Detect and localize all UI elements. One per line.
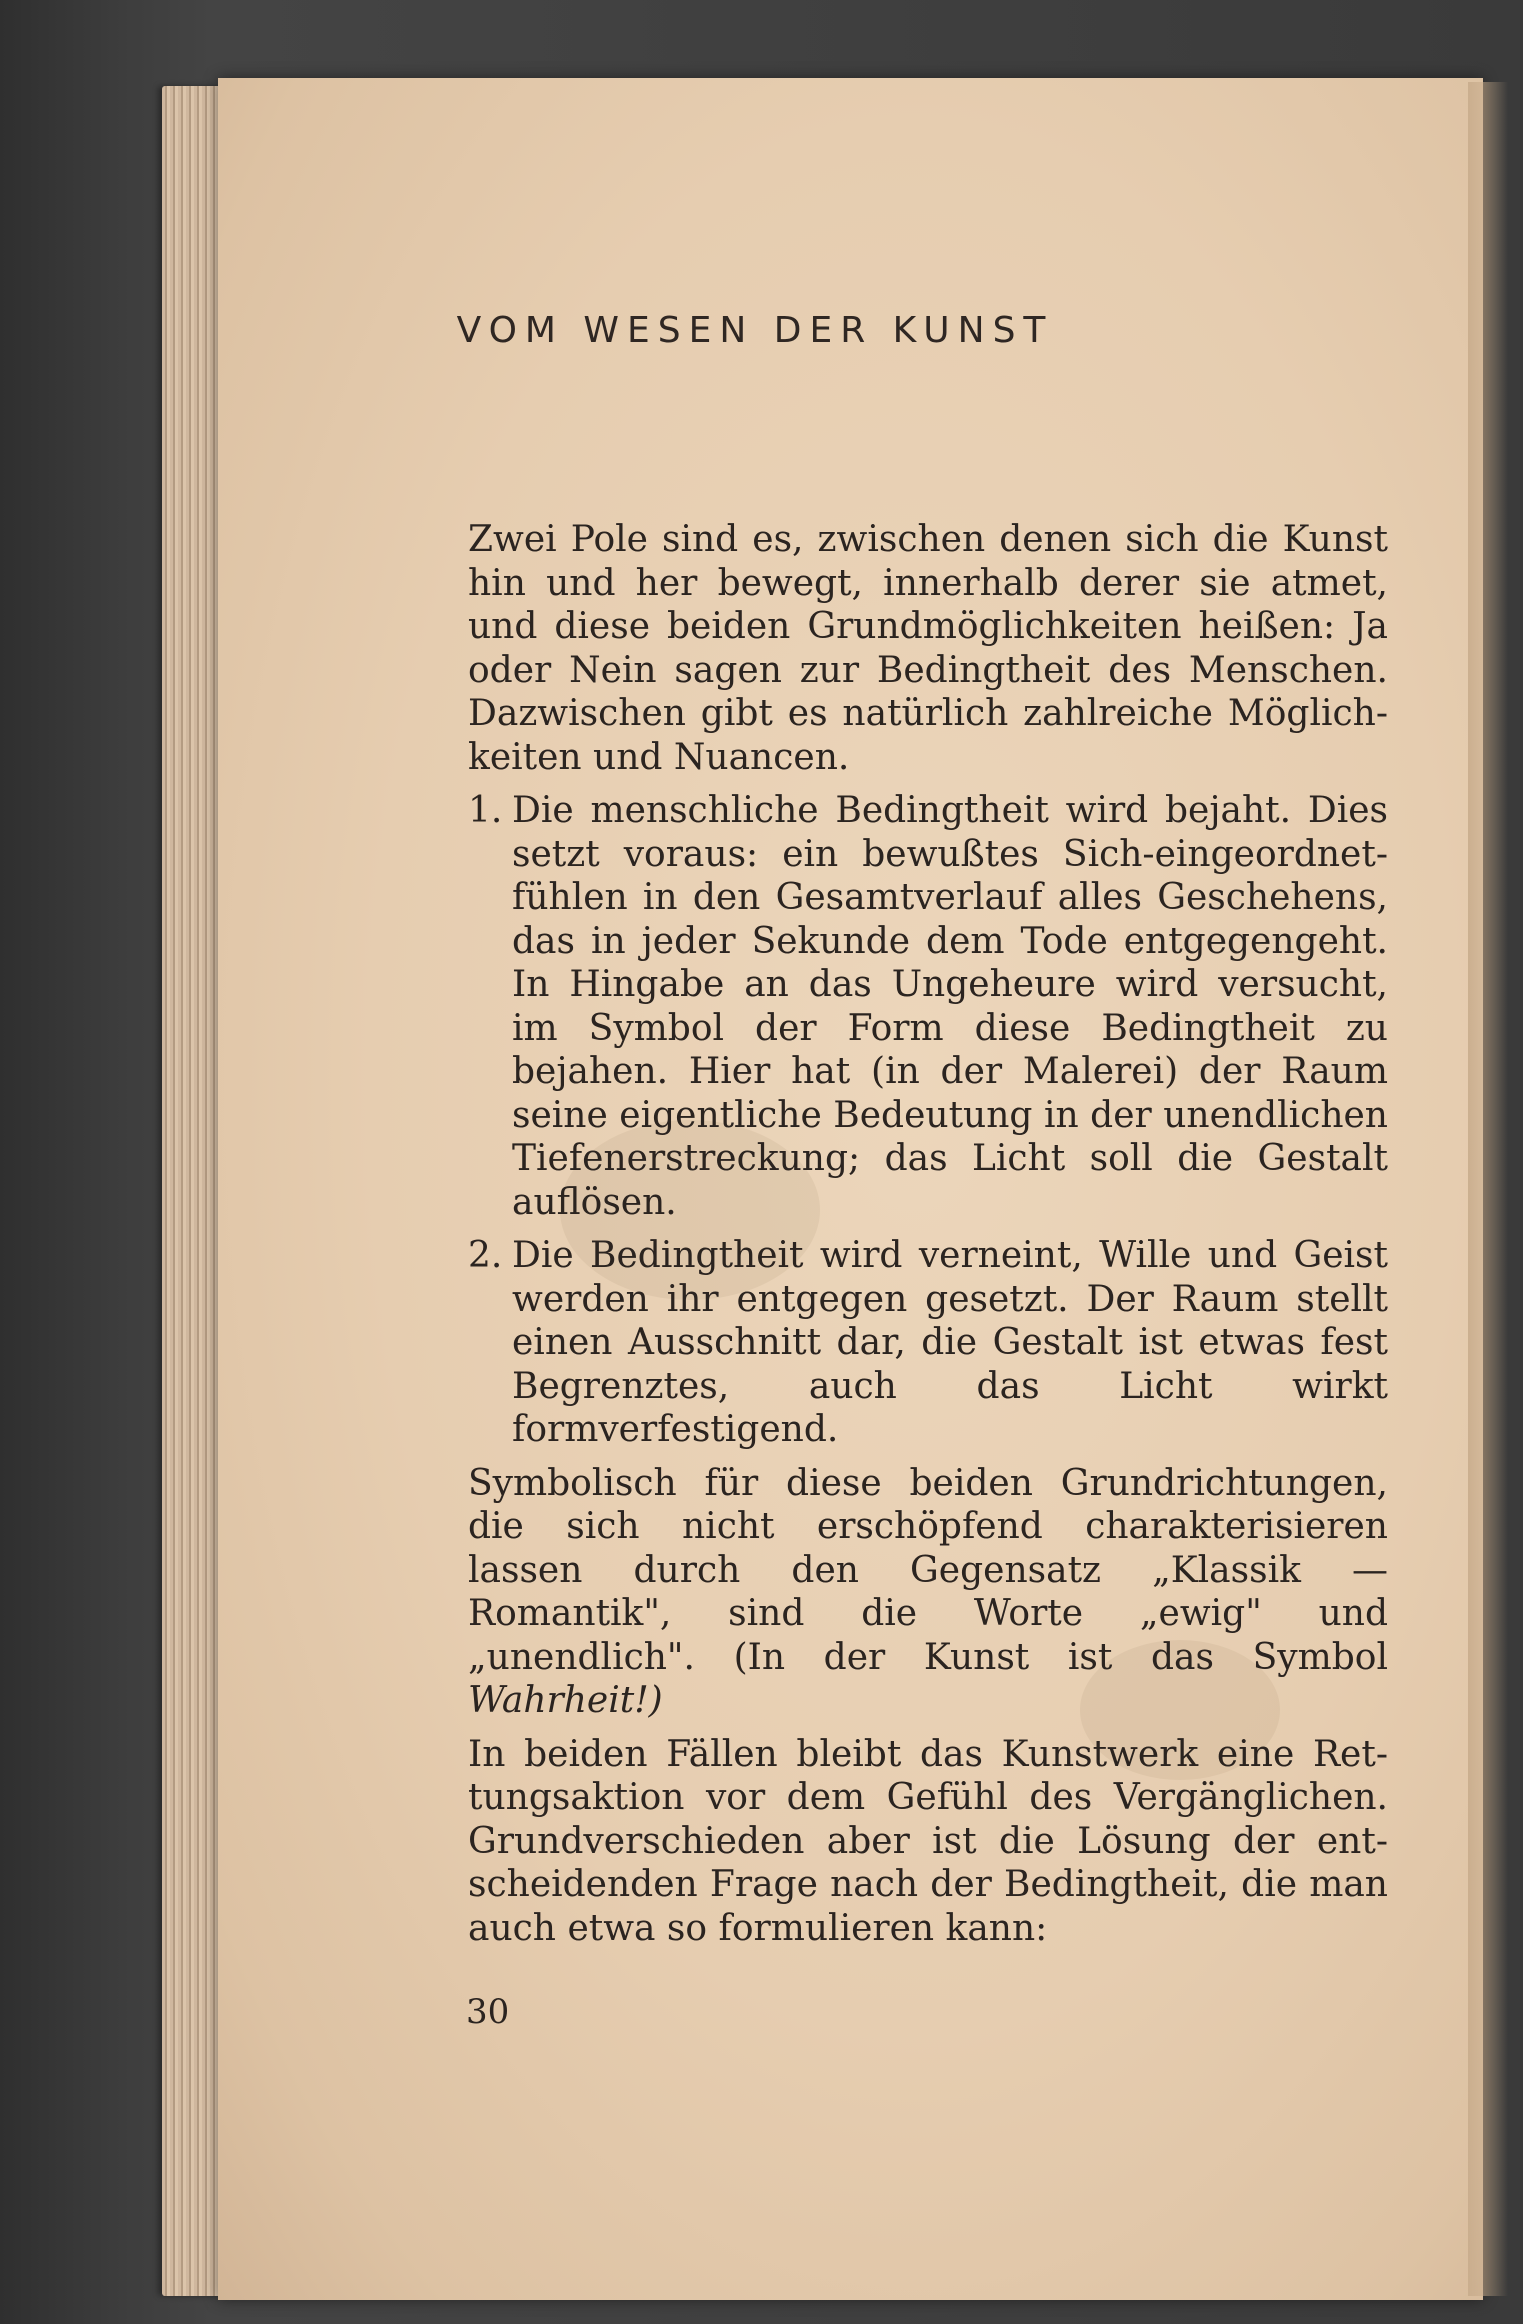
list-item-2 [468, 1234, 1388, 1452]
emphasis-text: Wahrheit!) [468, 1680, 663, 1721]
paragraph-conclusion: In beiden Fällen bleibt das Kunstwerk eine Rettungsaktion vor dem Gefühl des Vergänglichen. Grundverschieden aber ist die Lösung der entscheidenden Frage nach der Bedingtheit, die man auch etwa so formulieren kann: [468, 1733, 1388, 1949]
page-number: 30 [466, 1992, 510, 2032]
list-number: 2. [468, 1235, 503, 1276]
paragraph-symbol [468, 1462, 1388, 1723]
paragraph-symbol-text: Symbolisch für diese beiden Grundrichtungen, die sich nicht erschöpfend charakterisieren lassen durch den Gegensatz „Klassik — Romantik", sind die Worte „ewig" und „unendlich". (In der Kunst ist das Symbol [468, 1462, 1388, 1678]
list-text: Die Bedingtheit wird verneint, Wille und Geist werden ihr entgegen gesetzt. Der Raum stellt einen Ausschnitt dar, die Gestalt ist etwas fest Begrenztes, auch das Licht wirkt formverfestigend. [512, 1235, 1388, 1450]
list-text: Die menschliche Bedingtheit wird bejaht. Dies setzt voraus: ein bewußtes Sich-eingeordnetfühlen in den Gesamtverlauf alles Geschehens, das in jeder Sekunde dem Tode entgegengeht. In Hingabe an das Ungeheure wird versucht, im Symbol der Form diese Bedingtheit zu bejahen. Hier hat (in der Malerei) der Raum seine eigentliche Bedeutung in der unendlichen Tiefenerstreckung; das Licht soll die Gestalt auflösen. [512, 790, 1388, 1223]
running-head: VOM WESEN DER KUNST [456, 310, 1054, 351]
book-page-edges [162, 86, 222, 2296]
paragraph-intro: Zwei Pole sind es, zwischen denen sich die Kunst hin und her bewegt, innerhalb derer sie atmet, und diese beiden Grundmöglichkeiten heißen: Ja oder Nein sagen zur Bedingtheit des Menschen. Dazwischen gibt es natürlich zahlreiche Möglichkeiten und Nuancen. [468, 519, 1388, 778]
list-item-1 [468, 789, 1388, 1224]
body-text [468, 518, 1388, 1960]
list-number: 1. [468, 790, 503, 831]
book-gutter-shadow [1468, 82, 1508, 2296]
